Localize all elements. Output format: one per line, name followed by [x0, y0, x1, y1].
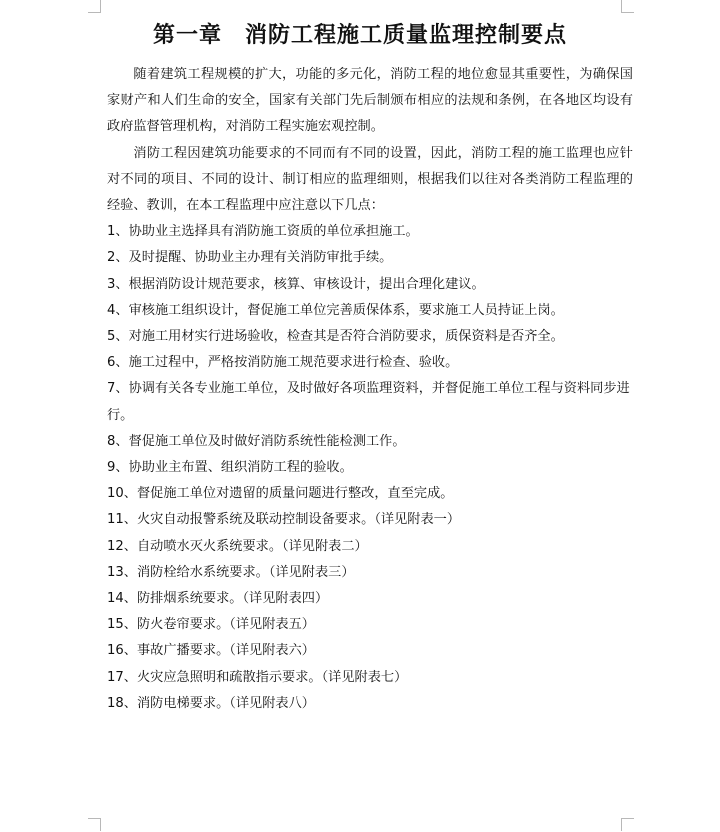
intro-paragraph: 随着建筑工程规模的扩大，功能的多元化，消防工程的地位愈显其重要性，为确保国家财产和人们生命的安全，国家有关部门先后制颁布相应的法规和条例，在各地区均设有政府监督管理机构，对消防工程实施宏观控制。: [107, 67, 633, 135]
list-item: 18、消防电梯要求。（详见附表八）: [107, 695, 315, 711]
crop-mark-bottom-right: [621, 818, 634, 831]
list-item: 13、消防栓给水系统要求。（详见附表三）: [107, 564, 355, 580]
list-item: 1、协助业主选择具有消防施工资质的单位承担施工。: [107, 224, 419, 240]
list-item: 7、协调有关各专业施工单位，及时做好各项监理资料，并督促施工单位工程与资料同步进行。: [107, 381, 630, 423]
list-item: 16、事故广播要求。（详见附表六）: [107, 643, 315, 659]
list-item: 12、自动喷水灭火系统要求。（详见附表二）: [107, 538, 368, 554]
list-item: 4、审核施工组织设计，督促施工单位完善质保体系，要求施工人员持证上岗。: [107, 302, 564, 318]
chapter-title: 第一章 消防工程施工质量监理控制要点: [152, 21, 567, 48]
list-item: 14、防排烟系统要求。（详见附表四）: [107, 591, 329, 607]
crop-mark-top-right: [621, 0, 634, 13]
supervision-paragraph: 消防工程因建筑功能要求的不同而有不同的设置，因此，消防工程的施工监理也应针对不同的项目、不同的设计、制订相应的监理细则，根据我们以往对各类消防工程监理的经验、教训，在本工程监理中应注意以下几点：: [107, 145, 633, 214]
list-item: 9、协助业主布置、组织消防工程的验收。: [107, 460, 353, 476]
list-item: 6、施工过程中，严格按消防施工规范要求进行检查、验收。: [107, 355, 459, 371]
crop-mark-top-left: [88, 0, 101, 13]
list-item: 10、督促施工单位对遗留的质量问题进行整改，直至完成。: [107, 486, 454, 502]
list-item: 15、防火卷帘要求。（详见附表五）: [107, 617, 315, 633]
list-item: 5、对施工用材实行进场验收，检查其是否符合消防要求，质保资料是否齐全。: [107, 329, 564, 345]
list-item: 11、火灾自动报警系统及联动控制设备要求。（详见附表一）: [107, 512, 461, 528]
document-body: [107, 62, 633, 717]
key-points-list: [107, 219, 633, 717]
list-item: 17、火灾应急照明和疏散指示要求。（详见附表七）: [107, 669, 408, 685]
list-item: 3、根据消防设计规范要求，核算、审核设计，提出合理化建议。: [107, 276, 485, 292]
crop-mark-bottom-left: [88, 818, 101, 831]
list-item: 2、及时提醒、协助业主办理有关消防审批手续。: [107, 250, 393, 266]
list-item: 8、督促施工单位及时做好消防系统性能检测工作。: [107, 433, 406, 449]
